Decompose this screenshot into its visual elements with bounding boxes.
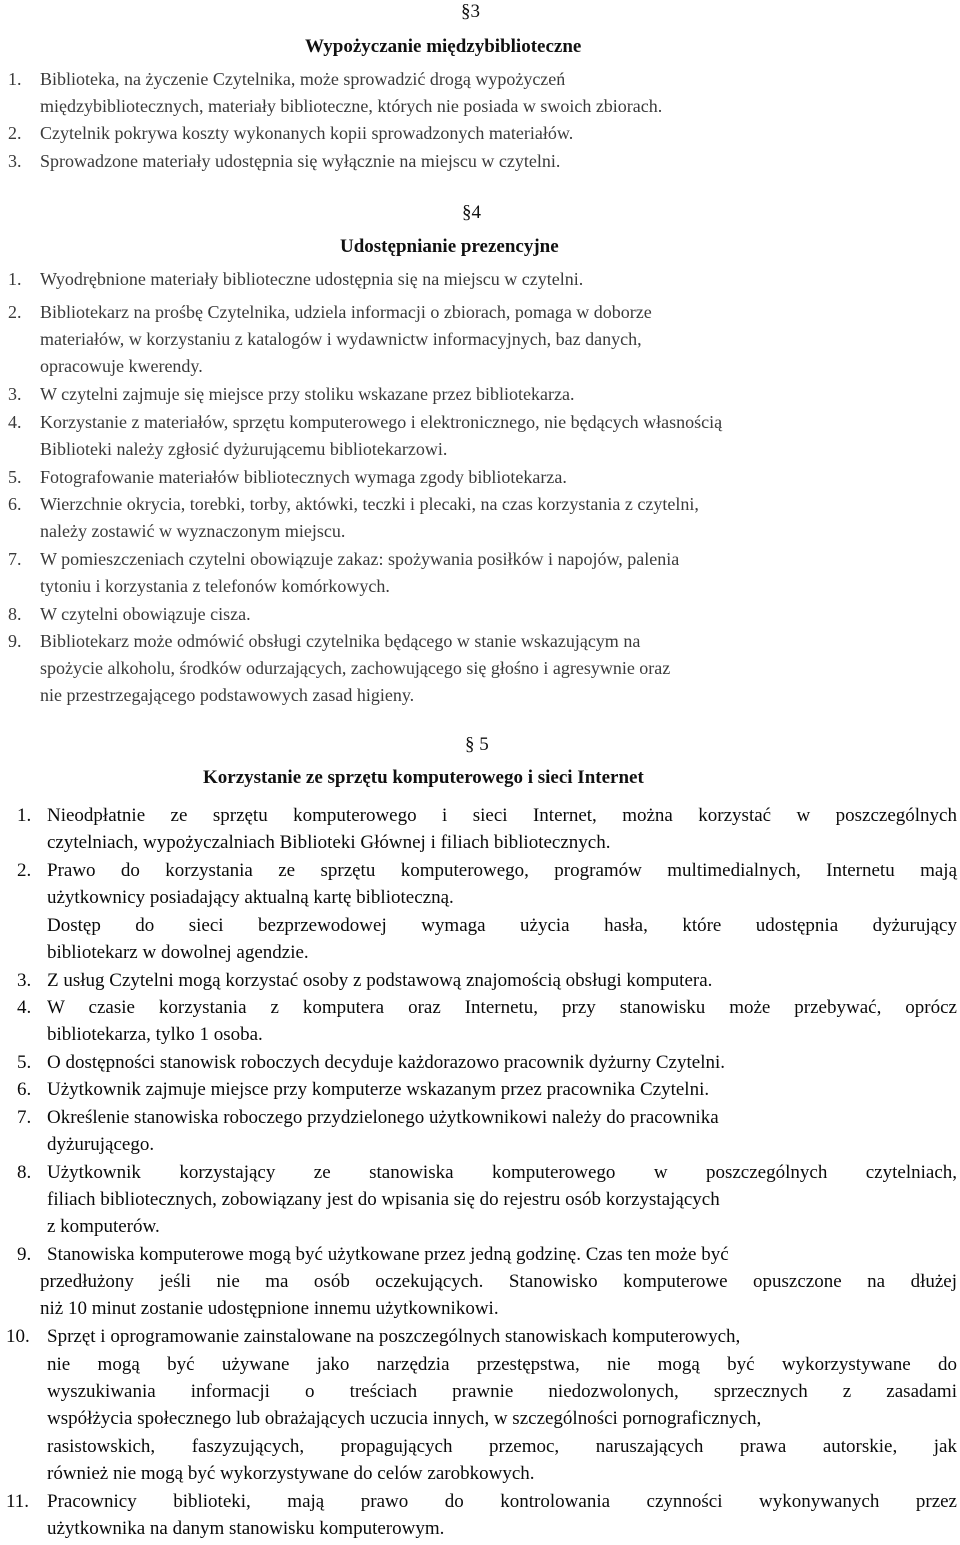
s4-item-6-line-1: Wierzchnie okrycia, torebki, torby, aktówki, teczki i plecaki, na czas korzystania z czytelni, [40, 494, 699, 514]
s4-item-9-number: 9. [8, 631, 22, 651]
s5-item-9-line-2: przedłużony jeśli nie ma osób oczekujących. Stanowisko komputerowe opuszczone na dłużej [40, 1271, 957, 1292]
s5-item-5-number: 5. [17, 1052, 32, 1073]
s3-item-2-number: 2. [8, 123, 22, 143]
s5-item-10-line-4: współżycia społecznego lub obrażających uczucia innych, w szczególności pornograficznych, [47, 1408, 762, 1429]
s3-item-1-line-1: Biblioteka, na życzenie Czytelnika, może sprowadzić drogą wypożyczeń [40, 69, 566, 89]
s5-item-8-line-3: z komputerów. [47, 1216, 160, 1237]
s4-item-6-line-2: należy zostawić w wyznaczonym miejscu. [40, 521, 346, 541]
s4-item-5-number: 5. [8, 467, 22, 487]
s4-item-4-line-1: Korzystanie z materiałów, sprzętu komputerowego i elektronicznego, nie będących własnością [40, 412, 723, 432]
section-3-mark: §3 [461, 1, 480, 22]
s5-item-1-line-2: czytelniach, wypożyczalniach Biblioteki Głównej i filiach bibliotecznych. [47, 832, 611, 853]
s5-item-6-number: 6. [17, 1079, 32, 1100]
s5-item-2-line-4: bibliotekarz w dowolnej agendzie. [47, 942, 309, 963]
s3-item-2-line-1: Czytelnik pokrywa koszty wykonanych kopii sprowadzonych materiałów. [40, 123, 574, 143]
s5-item-10-line-2: nie mogą być używane jako narzędzia przestępstwa, nie mogą być wykorzystywane do [47, 1354, 957, 1375]
s5-item-7-line-2: dyżurującego. [47, 1134, 155, 1155]
s3-item-1-number: 1. [8, 69, 22, 89]
s5-item-8-line-1: Użytkownik korzystający ze stanowiska komputerowego w poszczególnych czytelniach, [47, 1162, 957, 1183]
s5-item-10-line-3: wyszukiwania informacji o treściach prawnie niedozwolonych, sprzecznych z zasadami [47, 1381, 957, 1402]
section-5-title: Korzystanie ze sprzętu komputerowego i sieci Internet [203, 767, 644, 788]
s4-item-8-line-1: W czytelni obowiązuje cisza. [40, 604, 251, 624]
s4-item-2-line-2: materiałów, w korzystaniu z katalogów i wydawnictw informacyjnych, baz danych, [40, 329, 642, 349]
s4-item-9-line-3: nie przestrzegającego podstawowych zasad higieny. [40, 685, 415, 705]
s4-item-2-line-3: opracowuje kwerendy. [40, 356, 203, 376]
s5-item-3-line-1: Z usług Czytelni mogą korzystać osoby z podstawową znajomością obsługi komputera. [47, 970, 713, 991]
s5-item-2-line-3: Dostęp do sieci bezprzewodowej wymaga użycia hasła, które udostępnia dyżurujący [47, 915, 957, 936]
s5-item-4-line-2: bibliotekarza, tylko 1 osoba. [47, 1024, 263, 1045]
s5-item-3-number: 3. [17, 970, 32, 991]
s4-item-5-line-1: Fotografowanie materiałów bibliotecznych wymaga zgody bibliotekarza. [40, 467, 567, 487]
s4-item-7-number: 7. [8, 549, 22, 569]
s5-item-1-number: 1. [17, 805, 32, 826]
s5-item-11-line-2: użytkownika na danym stanowisku komputerowym. [47, 1518, 445, 1539]
s4-item-3-number: 3. [8, 384, 22, 404]
s5-item-4-line-1: W czasie korzystania z komputera oraz Internetu, przy stanowisku może przebywać, oprócz [47, 997, 957, 1018]
s5-item-7-line-1: Określenie stanowiska roboczego przydzielonego użytkownikowi należy do pracownika [47, 1107, 719, 1128]
s4-item-4-line-2: Biblioteki należy zgłosić dyżurującemu bibliotekarzowi. [40, 439, 448, 459]
s5-item-9-line-3: niż 10 minut zostanie udostępnione innemu użytkownikowi. [40, 1298, 499, 1319]
s5-item-11-number: 11. [6, 1491, 30, 1512]
s5-item-9-line-1: Stanowiska komputerowe mogą być użytkowane przez jedną godzinę. Czas ten może być [47, 1244, 729, 1265]
s4-item-9-line-1: Bibliotekarz może odmówić obsługi czytelnika będącego w stanie wskazującym na [40, 631, 641, 651]
s3-item-1-line-2: międzybibliotecznych, materiały biblioteczne, których nie posiada w swoich zbiorach. [40, 96, 663, 116]
s5-item-10-line-5: rasistowskich, faszyzujących, propagujących przemoc, naruszających prawa autorskie, jak [47, 1436, 957, 1457]
s4-item-2-number: 2. [8, 302, 22, 322]
s5-item-10-line-1: Sprzęt i oprogramowanie zainstalowane na poszczególnych stanowiskach komputerowych, [47, 1326, 741, 1347]
s4-item-8-number: 8. [8, 604, 22, 624]
s5-item-2-line-2: użytkownicy posiadający aktualną kartę biblioteczną. [47, 887, 454, 908]
s5-item-11-line-1: Pracownicy biblioteki, mają prawo do kontrolowania czynności wykonywanych przez [47, 1491, 957, 1512]
s5-item-5-line-1: O dostępności stanowisk roboczych decyduje każdorazowo pracownik dyżurny Czytelni. [47, 1052, 725, 1073]
s5-item-10-number: 10. [6, 1326, 30, 1347]
s4-item-1-number: 1. [8, 269, 22, 289]
s4-item-7-line-1: W pomieszczeniach czytelni obowiązuje zakaz: spożywania posiłków i napojów, palenia [40, 549, 680, 569]
section-4-title: Udostępnianie prezencyjne [340, 236, 559, 257]
section-4-mark: §4 [462, 202, 481, 223]
s4-item-7-line-2: tytoniu i korzystania z telefonów komórkowych. [40, 576, 390, 596]
s5-item-9-number: 9. [17, 1244, 32, 1265]
section-3-title: Wypożyczanie międzybiblioteczne [305, 36, 582, 57]
s3-item-3-number: 3. [8, 151, 22, 171]
s4-item-2-line-1: Bibliotekarz na prośbę Czytelnika, udziela informacji o zbiorach, pomaga w doborze [40, 302, 652, 322]
s4-item-4-number: 4. [8, 412, 22, 432]
s5-item-4-number: 4. [17, 997, 32, 1018]
s4-item-9-line-2: spożycie alkoholu, środków odurzających, zachowującego się głośno i agresywnie oraz [40, 658, 671, 678]
s5-item-10-line-6: również nie mogą być wykorzystywane do celów zarobkowych. [47, 1463, 535, 1484]
s5-item-8-number: 8. [17, 1162, 32, 1183]
s5-item-2-line-1: Prawo do korzystania ze sprzętu komputerowego, programów multimedialnych, Internetu mają [47, 860, 957, 881]
s3-item-3-line-1: Sprowadzone materiały udostępnia się wyłącznie na miejscu w czytelni. [40, 151, 561, 171]
s5-item-6-line-1: Użytkownik zajmuje miejsce przy komputerze wskazanym przez pracownika Czytelni. [47, 1079, 710, 1100]
s4-item-6-number: 6. [8, 494, 22, 514]
s5-item-1-line-1: Nieodpłatnie ze sprzętu komputerowego i sieci Internet, można korzystać w poszczególnych [47, 805, 957, 826]
s5-item-7-number: 7. [17, 1107, 32, 1128]
s4-item-1-line-1: Wyodrębnione materiały biblioteczne udostępnia się na miejscu w czytelni. [40, 269, 584, 289]
s5-item-2-number: 2. [17, 860, 32, 881]
s4-item-3-line-1: W czytelni zajmuje się miejsce przy stoliku wskazane przez bibliotekarza. [40, 384, 575, 404]
s5-item-8-line-2: filiach bibliotecznych, zobowiązany jest do wpisania się do rejestru osób korzystających [47, 1189, 720, 1210]
section-5-mark: § 5 [465, 734, 489, 755]
